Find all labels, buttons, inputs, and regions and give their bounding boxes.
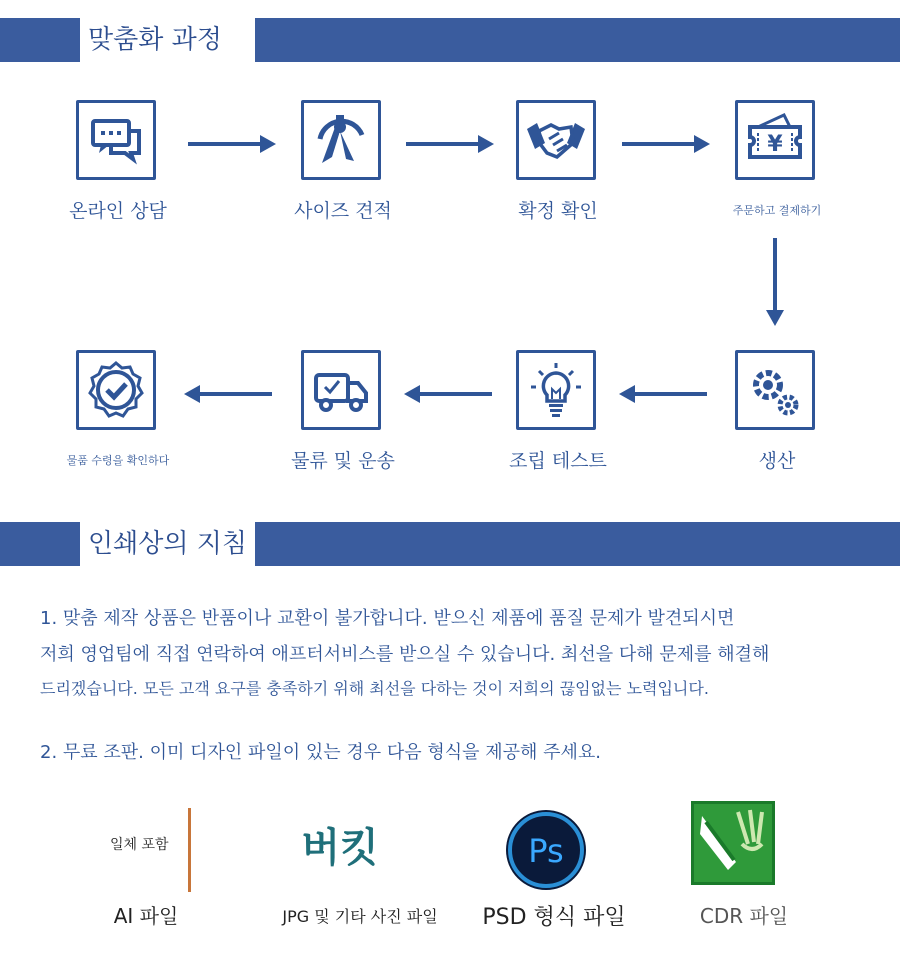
ps-icon-text: Ps xyxy=(528,832,564,870)
format-cdr xyxy=(654,800,834,940)
gears-icon xyxy=(744,359,806,421)
handshake-icon xyxy=(525,109,587,171)
step-icon-box xyxy=(735,350,815,430)
step-label: 생산 xyxy=(758,450,796,472)
arrow-right-icon xyxy=(186,132,278,156)
banner-bar-left xyxy=(0,18,80,62)
step-icon-box xyxy=(516,350,596,430)
arrow-left-icon xyxy=(402,382,494,406)
step-label: 조립 테스트 xyxy=(509,450,607,472)
format-caption: JPG 및 기타 사진 파일 xyxy=(282,907,438,926)
yen-ticket-icon xyxy=(744,109,806,171)
coreldraw-icon xyxy=(690,800,776,886)
step-label: 온라인 상담 xyxy=(69,200,167,222)
step-icon-box xyxy=(516,100,596,180)
note-line-3: 드리겠습니다. 모든 고객 요구를 충족하기 위해 최선을 다하는 것이 저희의 끊임없는 노력입니다. xyxy=(40,679,709,698)
format-ai xyxy=(56,800,236,940)
arrow-down-icon xyxy=(763,236,787,328)
step-label: 물류 및 운송 xyxy=(291,450,395,472)
note-line-2: 저희 영업팀에 직접 연락하여 애프터서비스를 받으실 수 있습니다. 최선을 다해 문제를 해결해 xyxy=(40,644,770,665)
arrow-left-icon xyxy=(182,382,274,406)
arrow-left-icon xyxy=(617,382,709,406)
format-caption: CDR 파일 xyxy=(699,904,789,928)
note-line-1: 1. 맞춤 제작 상품은 반품이나 교환이 불가합니다. 받으신 제품에 품질 문제가 발견되시면 xyxy=(40,608,735,629)
guidelines-banner xyxy=(0,522,900,566)
step-label: 물품 수령을 확인하다 xyxy=(66,454,170,467)
format-psd xyxy=(470,800,650,940)
step-label: 확정 확인 xyxy=(518,200,598,222)
arrow-right-icon xyxy=(620,132,712,156)
check-badge-icon xyxy=(85,359,147,421)
svg-text:¥: ¥ xyxy=(767,132,783,157)
photoshop-icon xyxy=(504,808,588,892)
step-icon-box xyxy=(301,100,381,180)
process-banner xyxy=(0,18,900,62)
format-caption: PSD 형식 파일 xyxy=(482,905,626,930)
bucket-icon-text: 버킷 xyxy=(301,825,379,871)
arrow-right-icon xyxy=(404,132,496,156)
banner-bar-right xyxy=(255,18,900,62)
format-caption: AI 파일 xyxy=(113,904,179,928)
ai-icon-text: 일체 포함 xyxy=(110,837,169,853)
guidelines-title: 인쇄상의 지침 xyxy=(88,529,247,559)
delivery-truck-icon xyxy=(310,359,372,421)
chat-bubbles-icon xyxy=(85,109,147,171)
ai-icon-edge xyxy=(188,808,191,892)
step-icon-box xyxy=(76,350,156,430)
note-line-4: 2. 무료 조판. 이미 디자인 파일이 있는 경우 다음 형식을 제공해 주세요. xyxy=(40,742,602,763)
light-bulb-icon xyxy=(525,359,587,421)
step-icon-box xyxy=(735,100,815,180)
format-jpg xyxy=(270,800,450,940)
step-icon-box xyxy=(301,350,381,430)
process-title: 맞춤화 과정 xyxy=(88,25,222,55)
step-label: 주문하고 결제하기 xyxy=(732,204,822,217)
step-icon-box xyxy=(76,100,156,180)
step-label: 사이즈 견적 xyxy=(294,200,392,222)
banner-bar-left xyxy=(0,522,80,566)
ai-file-icon xyxy=(96,808,192,892)
banner-bar-right xyxy=(255,522,900,566)
drafting-compass-icon xyxy=(310,109,372,171)
